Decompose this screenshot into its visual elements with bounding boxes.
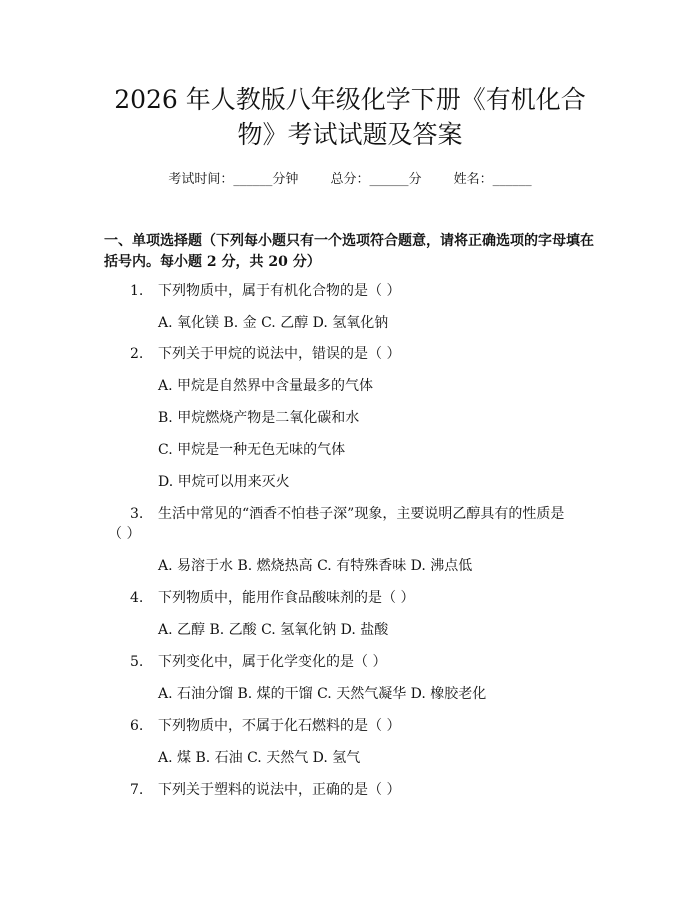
question-number: 2.	[130, 346, 144, 362]
page-title-line-1: 2026 年人教版八年级化学下册《有机化合	[114, 85, 586, 114]
page-title-line-2: 物》考试试题及答案	[237, 120, 463, 149]
question-number: 1.	[130, 283, 144, 299]
question-text-continued: （ ）	[108, 526, 141, 542]
question-number: 6.	[130, 718, 144, 734]
question-options: A. 易溶于水 B. 燃烧热高 C. 有特殊香味 D. 沸点低	[158, 558, 473, 574]
question-number: 3.	[130, 506, 144, 522]
question-text: 下列变化中，属于化学变化的是（ ）	[158, 654, 387, 670]
question-text: 下列关于塑料的说法中，正确的是（ ）	[158, 782, 401, 798]
question-options: A. 煤 B. 石油 C. 天然气 D. 氢气	[158, 750, 361, 766]
question-text: 下列物质中，能用作食品酸味剂的是（ ）	[158, 590, 415, 606]
total-score-field: 总分：______分	[330, 172, 422, 187]
question-options: A. 氧化镁 B. 金 C. 乙醇 D. 氢氧化钠	[158, 315, 389, 331]
student-name-field: 姓名：______	[453, 172, 532, 187]
section-heading-line-1: 一、单项选择题（下列每小题只有一个选项符合题意，请将正确选项的字母填在	[104, 233, 594, 249]
question-number: 5.	[130, 654, 144, 670]
question-text: 下列关于甲烷的说法中，错误的是（ ）	[158, 346, 401, 362]
section-heading-line-2: 括号内。每小题 2 分，共 20 分）	[104, 254, 321, 270]
question-options: A. 石油分馏 B. 煤的干馏 C. 天然气凝华 D. 橡胶老化	[158, 686, 487, 702]
exam-info	[0, 168, 700, 187]
option-d: D. 甲烷可以用来灭火	[158, 474, 290, 490]
question-number: 7.	[130, 782, 144, 798]
option-b: B. 甲烷燃烧产物是二氧化碳和水	[158, 410, 360, 426]
question-text: 下列物质中，属于有机化合物的是（ ）	[158, 283, 401, 299]
exam-time-field: 考试时间：______分钟	[168, 172, 299, 187]
question-text: 下列物质中，不属于化石燃料的是（ ）	[158, 718, 401, 734]
question-options: A. 乙醇 B. 乙酸 C. 氢氧化钠 D. 盐酸	[158, 622, 389, 638]
question-number: 4.	[130, 590, 144, 606]
question-text: 生活中常见的“酒香不怕巷子深”现象，主要说明乙醇具有的性质是	[158, 506, 565, 522]
option-a: A. 甲烷是自然界中含量最多的气体	[158, 378, 374, 394]
option-c: C. 甲烷是一种无色无味的气体	[158, 442, 346, 458]
